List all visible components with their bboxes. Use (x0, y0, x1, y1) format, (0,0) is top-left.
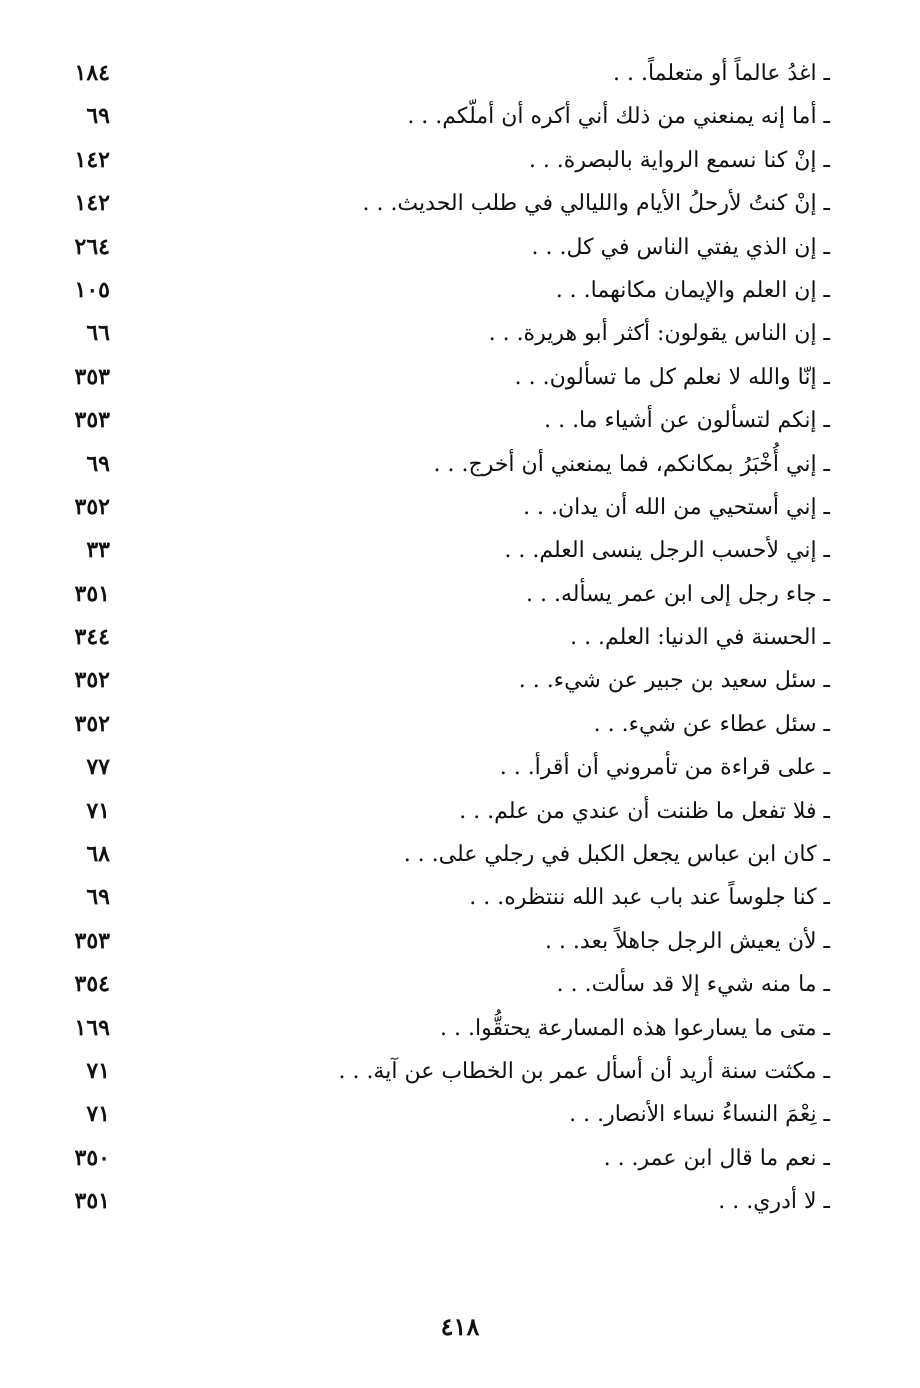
index-entry (40, 833, 830, 876)
index-entry (40, 399, 830, 442)
entry-page-number: ١٠٥ (74, 276, 110, 303)
index-entry (40, 616, 830, 659)
index-entry (40, 1137, 830, 1180)
entry-page-number: ٦٦ (86, 320, 110, 347)
index-entry (40, 95, 830, 138)
entry-page-number: ٣٣ (86, 537, 110, 564)
index-entry (40, 573, 830, 616)
index-entry (40, 1007, 830, 1050)
entry-page-number: ٦٩ (86, 884, 110, 911)
entry-text: ـ اغدُ عالماً أو متعلماً. . . (613, 61, 830, 86)
entry-text: ـ إنكم لتسألون عن أشياء ما. . . (544, 408, 830, 434)
entry-text: ـ كان ابن عباس يجعل الكبل في رجلي على. . . (403, 842, 830, 868)
entry-text: ـ إني أُخْبَرُ بمكانكم، فما يمنعني أن أخرج. . . (433, 451, 830, 477)
index-entry (40, 226, 830, 269)
index-entry (40, 1093, 830, 1136)
entry-text: ـ كنا جلوساً عند باب عبد الله ننتظره. . . (469, 885, 830, 911)
index-entry (40, 963, 830, 1006)
index-entry (40, 52, 830, 95)
entry-page-number: ٦٨ (86, 841, 110, 868)
entry-text: ـ إن الناس يقولون: أكثر أبو هريرة. . . (488, 321, 830, 347)
index-entry (40, 486, 830, 529)
entry-page-number: ١٤٢ (74, 146, 110, 173)
entry-page-number: ٣٥٠ (74, 1144, 110, 1171)
entry-text: ـ سئل عطاء عن شيء. . . (593, 711, 830, 737)
index-entry (40, 529, 830, 572)
entry-page-number: ١٦٩ (74, 1014, 110, 1041)
index-entry (40, 269, 830, 312)
entry-text: ـ أما إنه يمنعني من ذلك أني أكره أن أملّكم. . . (407, 104, 830, 130)
entry-text: ـ نِعْمَ النساءُ نساء الأنصار. . . (569, 1102, 830, 1128)
entry-text: ـ إنّا والله لا نعلم كل ما تسألون. . . (514, 364, 830, 390)
entry-page-number: ٣٥١ (74, 1188, 110, 1215)
entry-page-number: ٣٥٣ (74, 363, 110, 390)
entry-text: ـ إني لأحسب الرجل ينسى العلم. . . (504, 538, 830, 564)
index-entry (40, 443, 830, 486)
entry-text: ـ إنْ كنا نسمع الرواية بالبصرة. . . (528, 147, 830, 173)
entry-page-number: ٣٥٤ (74, 971, 110, 998)
entry-text: ـ ما منه شيء إلا قد سألت. . . (556, 972, 830, 998)
entry-text: ـ مكثت سنة أريد أن أسأل عمر بن الخطاب عن آية. . . (338, 1058, 830, 1084)
index-entry (40, 703, 830, 746)
entry-page-number: ٢٦٤ (74, 233, 110, 260)
entry-page-number: ٧١ (86, 797, 110, 824)
page-number: ٤١٨ (440, 1312, 480, 1341)
entry-text: ـ إنْ كنتُ لأرحلُ الأيام والليالي في طلب الحديث. . . (362, 191, 830, 217)
entry-text: ـ إن الذي يفتي الناس في كل. . . (531, 234, 830, 260)
entry-page-number: ٣٥١ (74, 580, 110, 607)
index-entry (40, 659, 830, 702)
entry-text: ـ جاء رجل إلى ابن عمر يسأله. . . (526, 581, 830, 607)
entry-text: ـ فلا تفعل ما ظننت أن عندي من علم. . . (459, 798, 830, 824)
entry-text: ـ لا أدري. . . (718, 1189, 830, 1215)
index-entry (40, 139, 830, 182)
entry-text: ـ إن العلم والإيمان مكانهما. . . (555, 277, 830, 303)
index-entry (40, 746, 830, 789)
entry-page-number: ٣٥٢ (74, 493, 110, 520)
entry-page-number: ٧١ (86, 1057, 110, 1084)
index-entry (40, 1180, 830, 1223)
entry-text: ـ نعم ما قال ابن عمر. . . (603, 1145, 830, 1171)
index-entry (40, 182, 830, 225)
index-entry (40, 356, 830, 399)
entry-page-number: ٣٤٤ (74, 624, 110, 651)
entry-text: ـ الحسنة في الدنيا: العلم. . . (570, 625, 830, 651)
entry-page-number: ١٨٤ (74, 60, 110, 86)
index-list (40, 52, 830, 1224)
entry-page-number: ٧٧ (86, 754, 110, 781)
entry-page-number: ٣٥٣ (74, 927, 110, 954)
entry-text: ـ سئل سعيد بن جبير عن شيء. . . (518, 668, 830, 694)
entry-text: ـ على قراءة من تأمروني أن أقرأ. . . (499, 755, 830, 781)
entry-page-number: ٣٥٢ (74, 667, 110, 694)
entry-page-number: ٣٥٣ (74, 407, 110, 434)
entry-page-number: ٧١ (86, 1101, 110, 1128)
entry-text: ـ إني أستحيي من الله أن يدان. . . (523, 494, 830, 520)
index-entry (40, 1050, 830, 1093)
entry-page-number: ٦٩ (86, 103, 110, 130)
index-entry (40, 876, 830, 919)
entry-text: ـ متى ما يسارعوا هذه المسارعة يحتقُّوا. . . (440, 1015, 830, 1041)
entry-page-number: ٣٥٢ (74, 710, 110, 737)
index-entry (40, 920, 830, 963)
index-entry (40, 312, 830, 355)
entry-page-number: ١٤٢ (74, 190, 110, 217)
entry-page-number: ٦٩ (86, 450, 110, 477)
index-entry (40, 790, 830, 833)
entry-text: ـ لأن يعيش الرجل جاهلاً بعد. . . (544, 928, 830, 954)
